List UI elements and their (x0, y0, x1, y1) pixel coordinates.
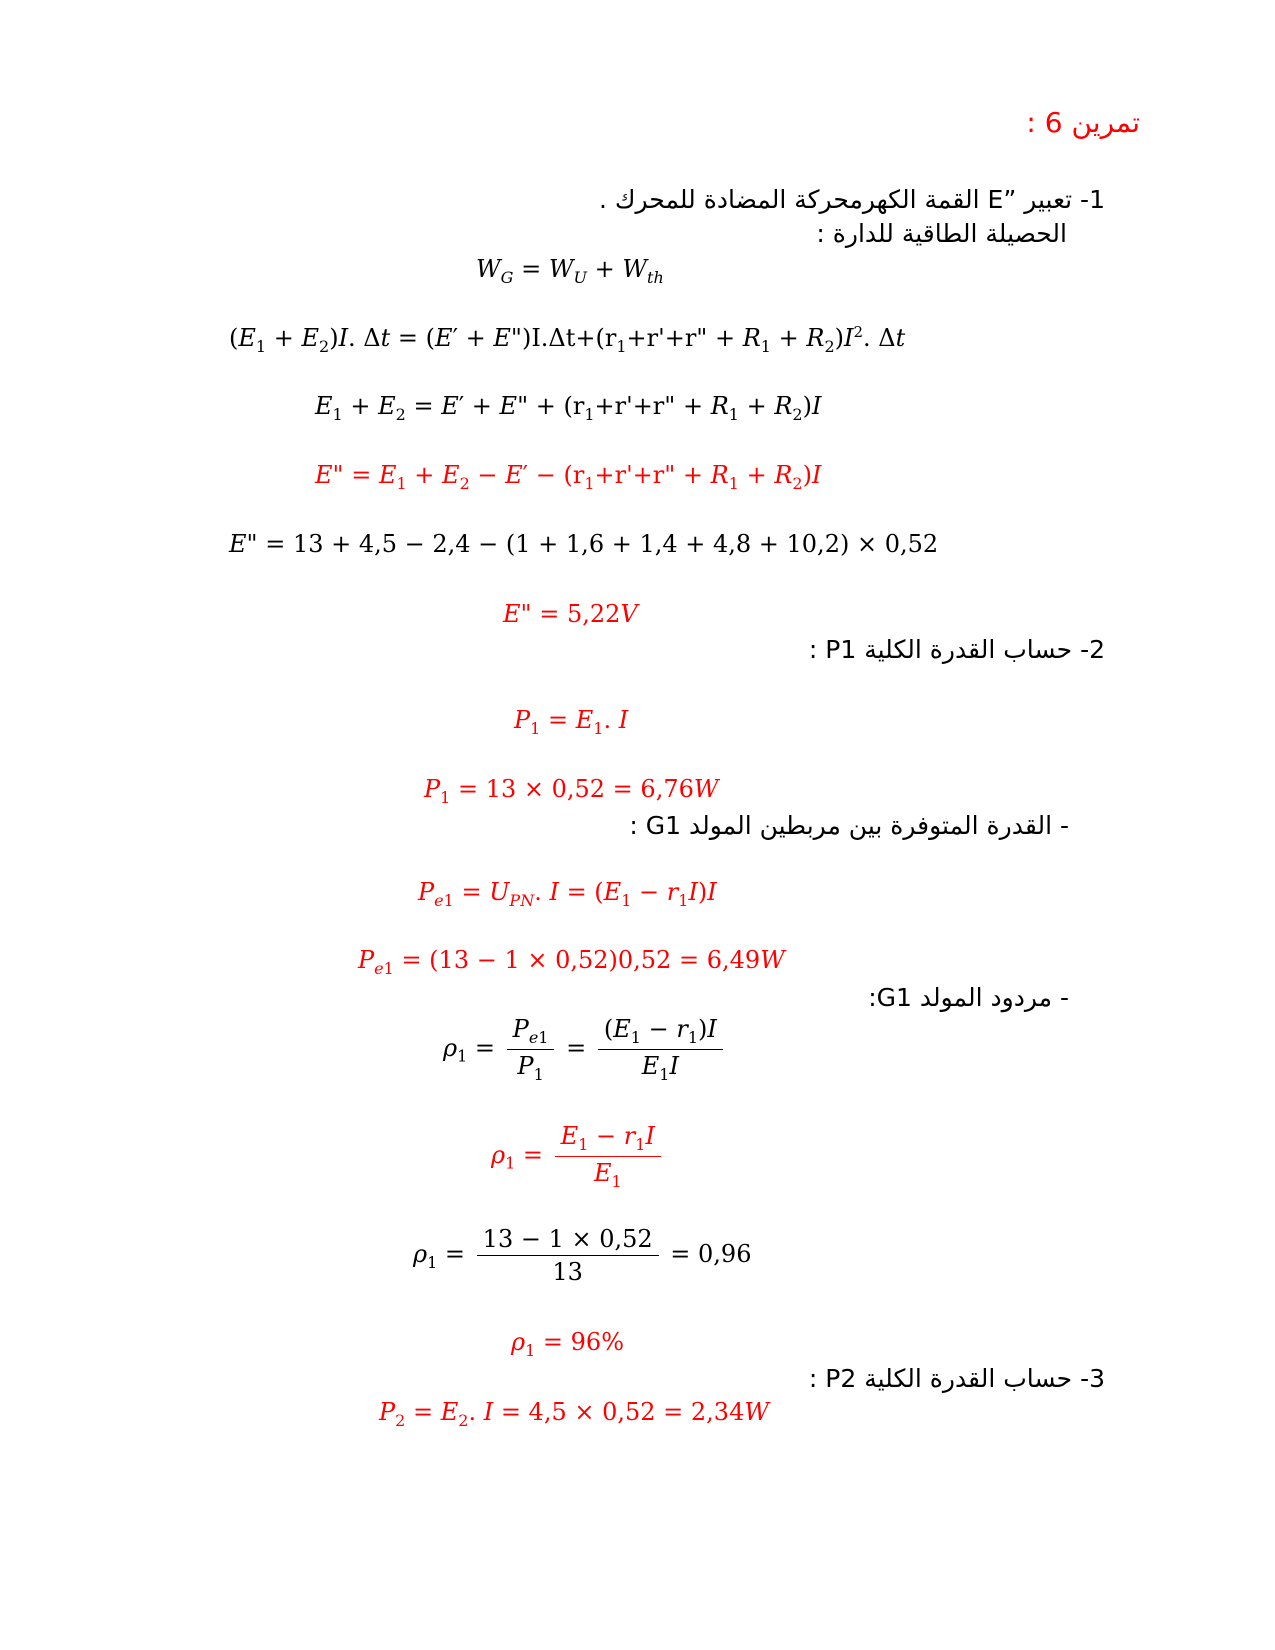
equation-counter-emf-expression: E" = $E_1 + E_2 - E' - (r_1+r'+r$" + $R_1 + R_2)I$ (315, 461, 822, 493)
section-2-efficiency: - مردود المولد G1: (868, 983, 1069, 1012)
equation-counter-emf-result: E" = 5,22V (503, 600, 638, 628)
equation-efficiency-numeric: $\rho_1$ = $\frac{13 - 1 \times 0,52}{13}$ = 0,96 (413, 1225, 752, 1286)
equation-counter-emf-numeric: E" = 13 + 4,5 − 2,4 − (1 + 1,6 + 1,4 + 4,8 + 10,2) × 0,52 (229, 530, 939, 558)
equation-pe1-formula: $P_{e1} = U_{PN}$. $I = (E_1 - r_1I)I$ (418, 878, 717, 910)
equation-efficiency-simplified: $\rho_1$ = $\frac{E_1 - r_1I}{E_1}$ (491, 1122, 665, 1191)
section-2-heading: 2- حساب القدرة الكلية P1 : (808, 635, 1105, 664)
equation-energy-expanded: $(E_1 + E_2)I$. $\Delta t = (E' + E")I.\Delta t+(r_1+r'+r$" + $R_1 + R_2)I^2$. Δt (229, 323, 906, 356)
equation-p2-result: $P_2 = E_2$. I = 4,5 × 0,52 = 2,34W (379, 1398, 770, 1430)
section-3-heading: 3- حساب القدرة الكلية P2 : (808, 1364, 1105, 1393)
equation-energy-balance: $W_G = W_U + W_{th}$ (476, 255, 664, 287)
section-1-subheading: الحصيلة الطاقية للدارة : (816, 219, 1067, 248)
exercise-title: تمرين 6 : (1026, 106, 1140, 139)
equation-efficiency-fraction: $\rho_1$ = $\frac{P_{e1}}{P_1}$ = $\frac{(E_1 - r_1)I}{E_1I}$ (443, 1015, 727, 1084)
equation-pe1-result: $P_{e1} = (13 - 1 \times 0,52)0,52 = 6,49W$ (358, 946, 785, 978)
section-1-heading: 1- تعبير ”E القمة الكهرمحركة المضادة للمحرك . (599, 185, 1105, 214)
equation-efficiency-percent: $\rho_1 = 96\%$ (511, 1328, 625, 1360)
section-2-available-power: - القدرة المتوفرة بين مربطين المولد G1 : (629, 811, 1069, 840)
equation-emf-sum: $E_1 + E_2 = E' + E$" + ($r_1+r'+r$" + $R_1 + R_2)I$ (315, 392, 822, 424)
equation-p1-formula: $P_1 = E_1$. I (514, 706, 629, 738)
equation-p1-result: $P_1 = 13 \times 0,52 = 6,76W$ (424, 775, 719, 807)
